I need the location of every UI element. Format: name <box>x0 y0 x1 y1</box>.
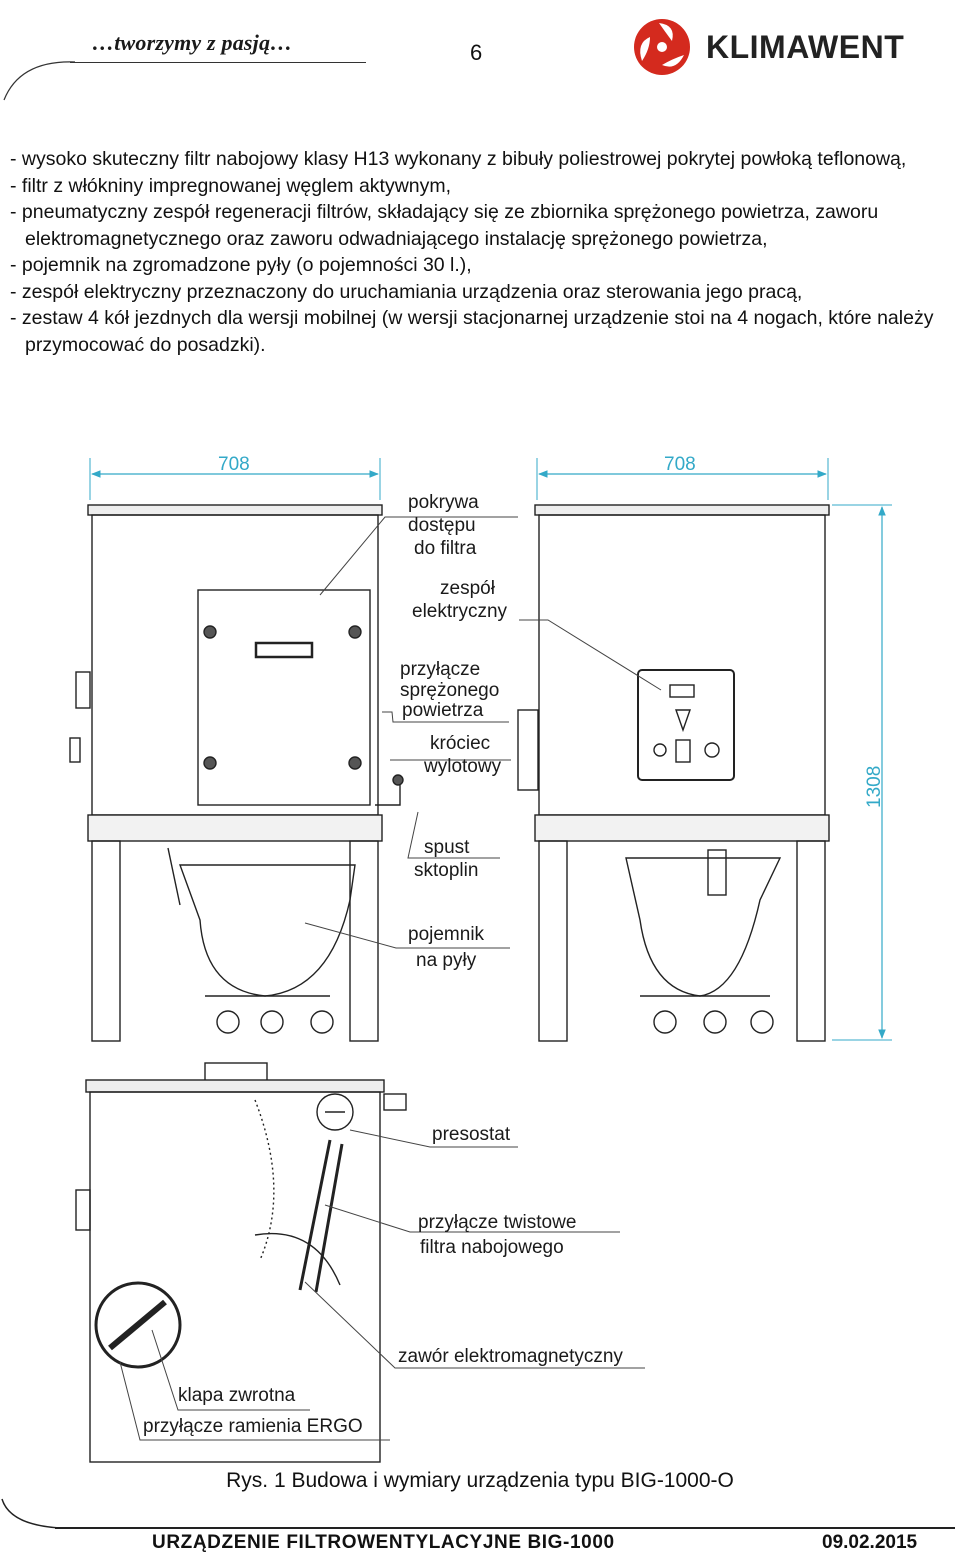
label-line: przyłącze <box>400 659 481 680</box>
label-line: pokrywa <box>408 492 479 513</box>
dimension-height <box>832 505 892 1040</box>
label-line: powietrza <box>402 700 484 721</box>
side-view <box>518 505 829 1041</box>
label-klapa: klapa zwrotna <box>178 1385 296 1406</box>
label-line: na pyły <box>416 950 477 971</box>
label-line: spust <box>424 837 470 858</box>
list-item: - filtr z włókniny impregnowanej węglem aktywnym, <box>10 174 452 197</box>
label-pokrywa <box>408 492 479 559</box>
label-zespol <box>412 578 508 622</box>
footer-title: URZĄDZENIE FILTROWENTYLACYJNE BIG-1000 <box>152 1532 615 1553</box>
dim-label: 708 <box>218 454 250 475</box>
feature-list <box>10 146 940 358</box>
label-line: pojemnik <box>408 924 485 945</box>
page-number: 6 <box>470 40 483 65</box>
list-item: - wysoko skuteczny filtr nabojowy klasy H13 wykonany z bibuły poliestrowej pokrytej powłoką teflonową, <box>10 148 907 170</box>
list-item: - pneumatyczny zespół regeneracji filtrów, składający się ze zbiornika sprężonego powietrza, zaworu elektromagnetycznego oraz zaworu odwadniającego instalację sprężonego powietrza, <box>10 201 879 250</box>
label-line: przyłącze twistowe <box>418 1212 577 1233</box>
header-curve <box>0 55 80 105</box>
technical-drawing <box>0 450 960 1465</box>
label-line: do filtra <box>414 538 477 559</box>
label-przylacze <box>400 659 499 721</box>
label-ergo: przyłącze ramienia ERGO <box>143 1416 363 1437</box>
front-view <box>70 505 403 1041</box>
footer-date: 09.02.2015 <box>822 1532 918 1553</box>
header-slogan: …tworzymy z pasją… <box>92 30 293 55</box>
footer-curve <box>0 1495 70 1535</box>
list-item: - zestaw 4 kół jezdnych dla wersji mobilnej (w wersji stacjonarnej urządzenie stoi na 4 nogach, które należy przymocować do posadzki). <box>10 307 934 356</box>
list-item: - zespół elektryczny przeznaczony do uruchamiania urządzenia oraz sterowania jego pracą, <box>10 280 803 303</box>
label-line: zespół <box>440 578 495 599</box>
label-line: elektryczny <box>412 601 508 622</box>
label-line: sprężonego <box>400 680 500 701</box>
label-line: dostępu <box>408 515 476 536</box>
label-twist <box>418 1212 576 1258</box>
header-rule <box>70 62 366 63</box>
dim-label: 708 <box>664 454 696 475</box>
label-presostat: presostat <box>432 1124 511 1145</box>
figure-caption: Rys. 1 Budowa i wymiary urządzenia typu BIG-1000-O <box>226 1469 734 1492</box>
leader-lines <box>120 517 661 1440</box>
label-krociec <box>423 733 502 777</box>
dim-label: 1308 <box>864 765 885 808</box>
dimension-width-left <box>90 454 380 500</box>
label-line: króciec <box>430 733 491 754</box>
label-zawor: zawór elektromagnetyczny <box>398 1346 623 1367</box>
dimension-width-right <box>537 454 828 500</box>
label-line: wylotowy <box>424 756 502 777</box>
label-spust <box>414 837 478 881</box>
footer-rule <box>55 1527 955 1529</box>
list-item: - pojemnik na zgromadzone pyły (o pojemności 30 l.), <box>10 254 472 276</box>
label-line: filtra nabojowego <box>420 1237 564 1258</box>
label-line: sktoplin <box>414 860 479 881</box>
brand-name: KLIMAWENT <box>706 29 905 65</box>
